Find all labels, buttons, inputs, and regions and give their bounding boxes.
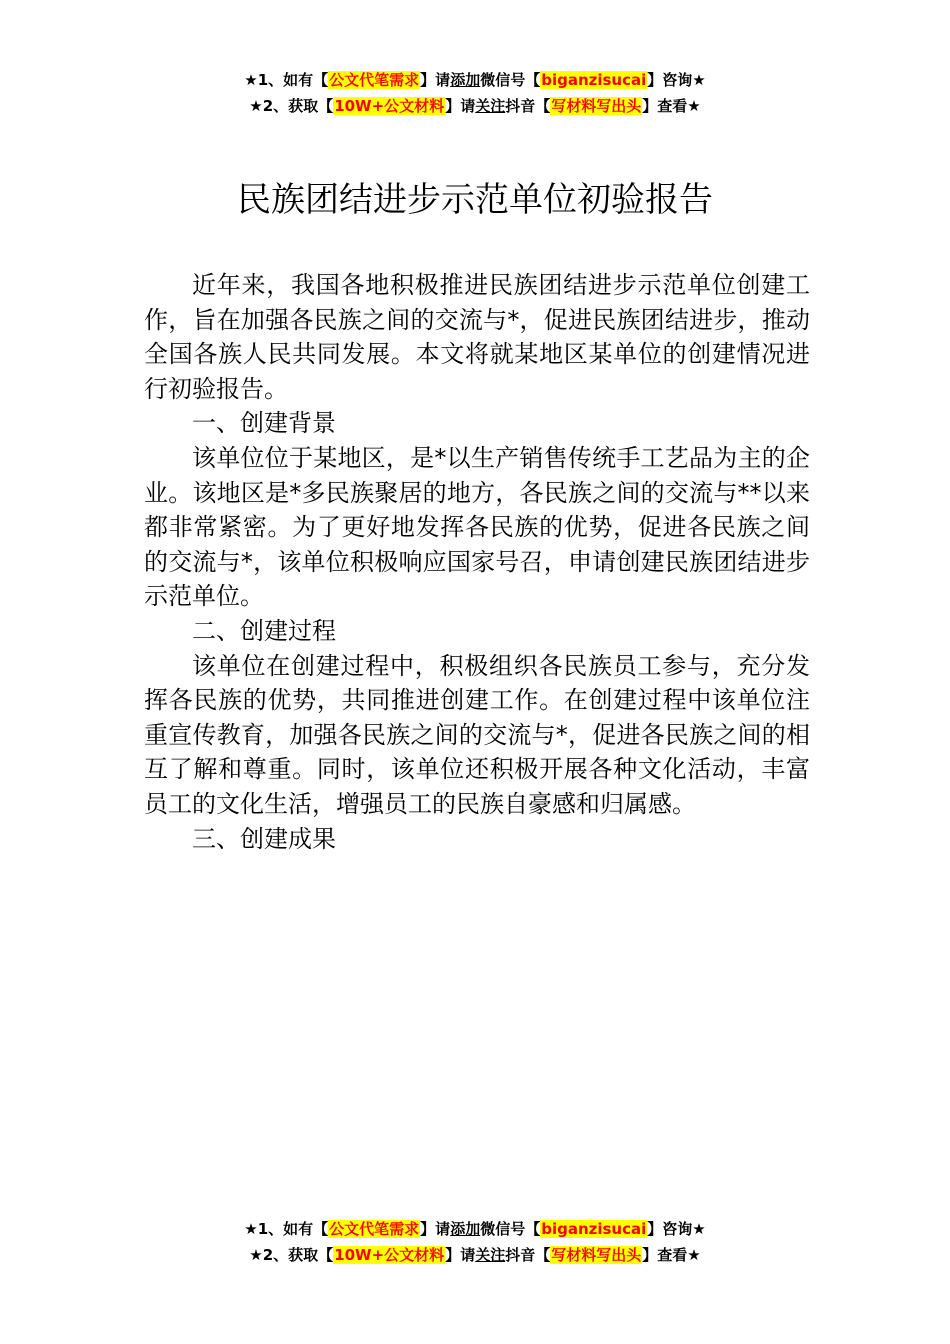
highlight-wechat-id: biganzisucai bbox=[541, 71, 647, 89]
section-heading-process: 二、创建过程 bbox=[192, 616, 336, 645]
banner-line-2: ★2、获取【10W+公文材料】请关注抖音【写材料写出头】查看★ bbox=[249, 97, 701, 115]
header-banner bbox=[0, 67, 950, 119]
highlight-materials: 10W+公文材料 bbox=[334, 1246, 445, 1264]
highlight-douyin: 写材料写出头 bbox=[551, 1246, 642, 1264]
highlight-douyin: 写材料写出头 bbox=[551, 97, 642, 115]
document-body bbox=[144, 268, 810, 856]
banner-line-1: ★1、如有【公文代笔需求】请添加微信号【biganzisucai】咨询★ bbox=[244, 71, 706, 89]
highlight-service: 公文代笔需求 bbox=[329, 1220, 420, 1238]
paragraph-background: 该单位位于某地区，是*以生产销售传统手工艺品为主的企业。该地区是*多民族聚居的地方，各民族之间的交流与**以来都非常紧密。为了更好地发挥各民族的优势，促进各民族之间的交流与*，该单位积极响应国家号召，申请创建民族团结进步示范单位。 bbox=[144, 443, 810, 611]
paragraph-process: 该单位在创建过程中，积极组织各民族员工参与，充分发挥各民族的优势，共同推进创建工作。在创建过程中该单位注重宣传教育，加强各民族之间的交流与*，促进各民族之间的相互了解和尊重。同时，该单位还积极开展各种文化活动，丰富员工的文化生活，增强员工的民族自豪感和归属感。 bbox=[144, 651, 810, 818]
banner-line-1: ★1、如有【公文代笔需求】请添加微信号【biganzisucai】咨询★ bbox=[244, 1220, 706, 1238]
section-heading-results: 三、创建成果 bbox=[192, 824, 336, 853]
highlight-materials: 10W+公文材料 bbox=[334, 97, 445, 115]
footer-banner bbox=[0, 1216, 950, 1268]
document-title: 民族团结进步示范单位初验报告 bbox=[237, 180, 713, 220]
section-heading-background: 一、创建背景 bbox=[192, 409, 336, 438]
banner-line-2: ★2、获取【10W+公文材料】请关注抖音【写材料写出头】查看★ bbox=[249, 1246, 701, 1264]
highlight-wechat-id: biganzisucai bbox=[541, 1220, 647, 1238]
paragraph-intro: 近年来，我国各地积极推进民族团结进步示范单位创建工作，旨在加强各民族之间的交流与*，促进民族团结进步，推动全国各族人民共同发展。本文将就某地区某单位的创建情况进行初验报告。 bbox=[144, 271, 810, 403]
highlight-service: 公文代笔需求 bbox=[329, 71, 420, 89]
